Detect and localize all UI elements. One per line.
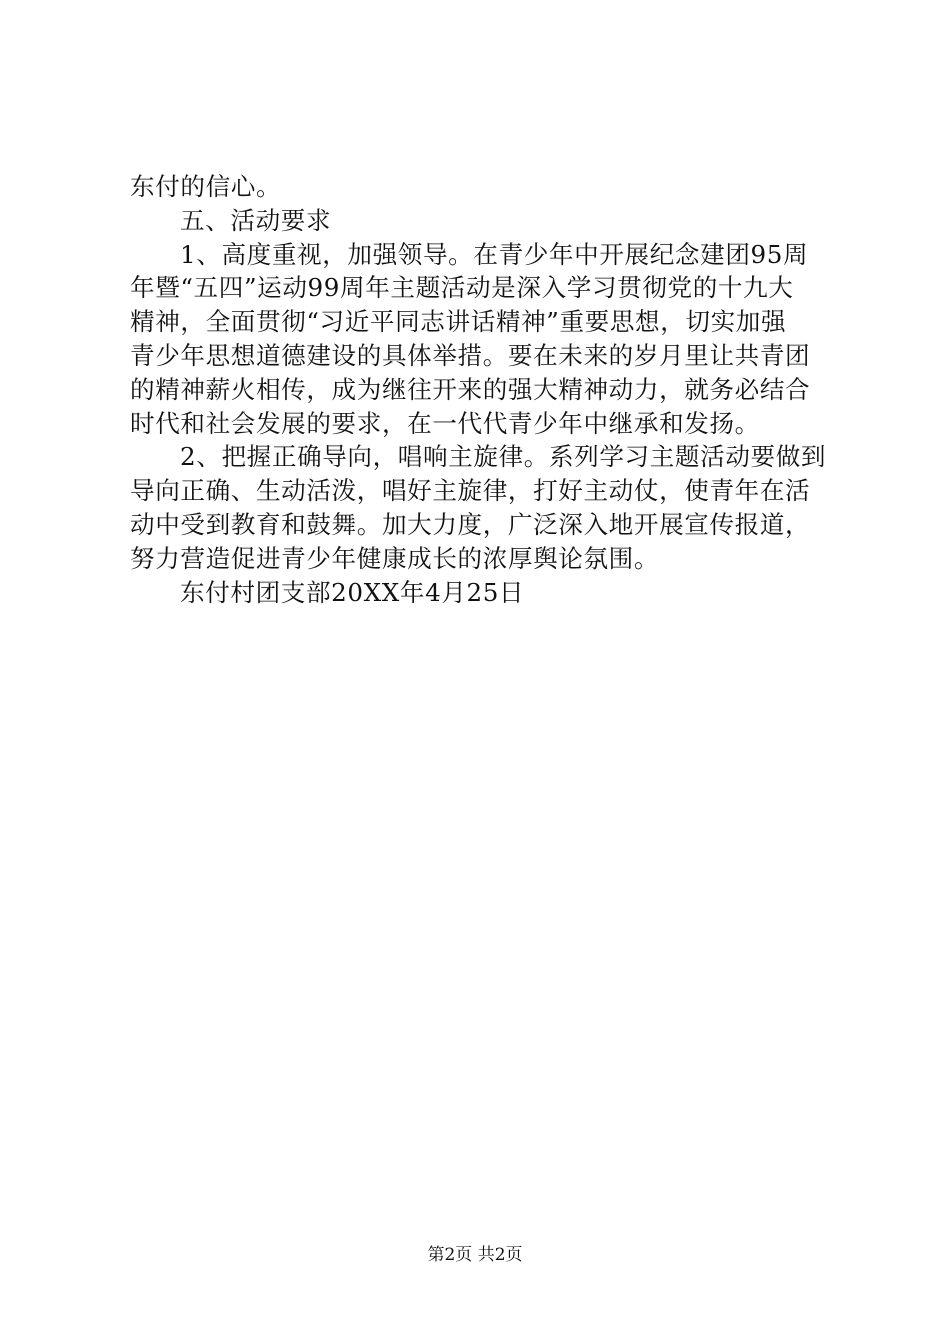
document-body (130, 170, 830, 609)
text-line: 精神，全面贯彻“习近平同志讲话精神”重要思想，切实加强 (130, 307, 787, 337)
page-number-footer: 第2页 共2页 (427, 1245, 523, 1265)
text-line: 的精神薪火相传，成为继往开来的强大精神动力，就务必结合 (130, 374, 811, 404)
text-line: 时代和社会发展的要求，在一代代青少年中继承和发扬。 (130, 408, 760, 438)
text-line: 青少年思想道德建设的具体举措。要在未来的岁月里让共青团 (130, 340, 811, 370)
text-line: 东付的信心。 (130, 172, 282, 201)
section-heading: 五、活动要求 (180, 205, 332, 235)
text-line: 1、高度重视，加强领导。在青少年中开展纪念建团95周 (180, 239, 809, 269)
text-line: 导向正确、生动活泼，唱好主旋律，打好主动仗，使青年在活 (130, 476, 811, 506)
text-line: 努力营造促进青少年健康成长的浓厚舆论氛围。 (130, 543, 660, 573)
text-line: 动中受到教育和鼓舞。加大力度，广泛深入地开展宣传报道， (130, 509, 811, 539)
signature-line: 东付村团支部20XX年4月25日 (180, 577, 525, 607)
text-line: 2、把握正确导向，唱响主旋律。系列学习主题活动要做到 (180, 442, 827, 472)
text-line: 年暨“五四”运动99周年主题活动是深入学习贯彻党的十九大 (130, 273, 794, 303)
